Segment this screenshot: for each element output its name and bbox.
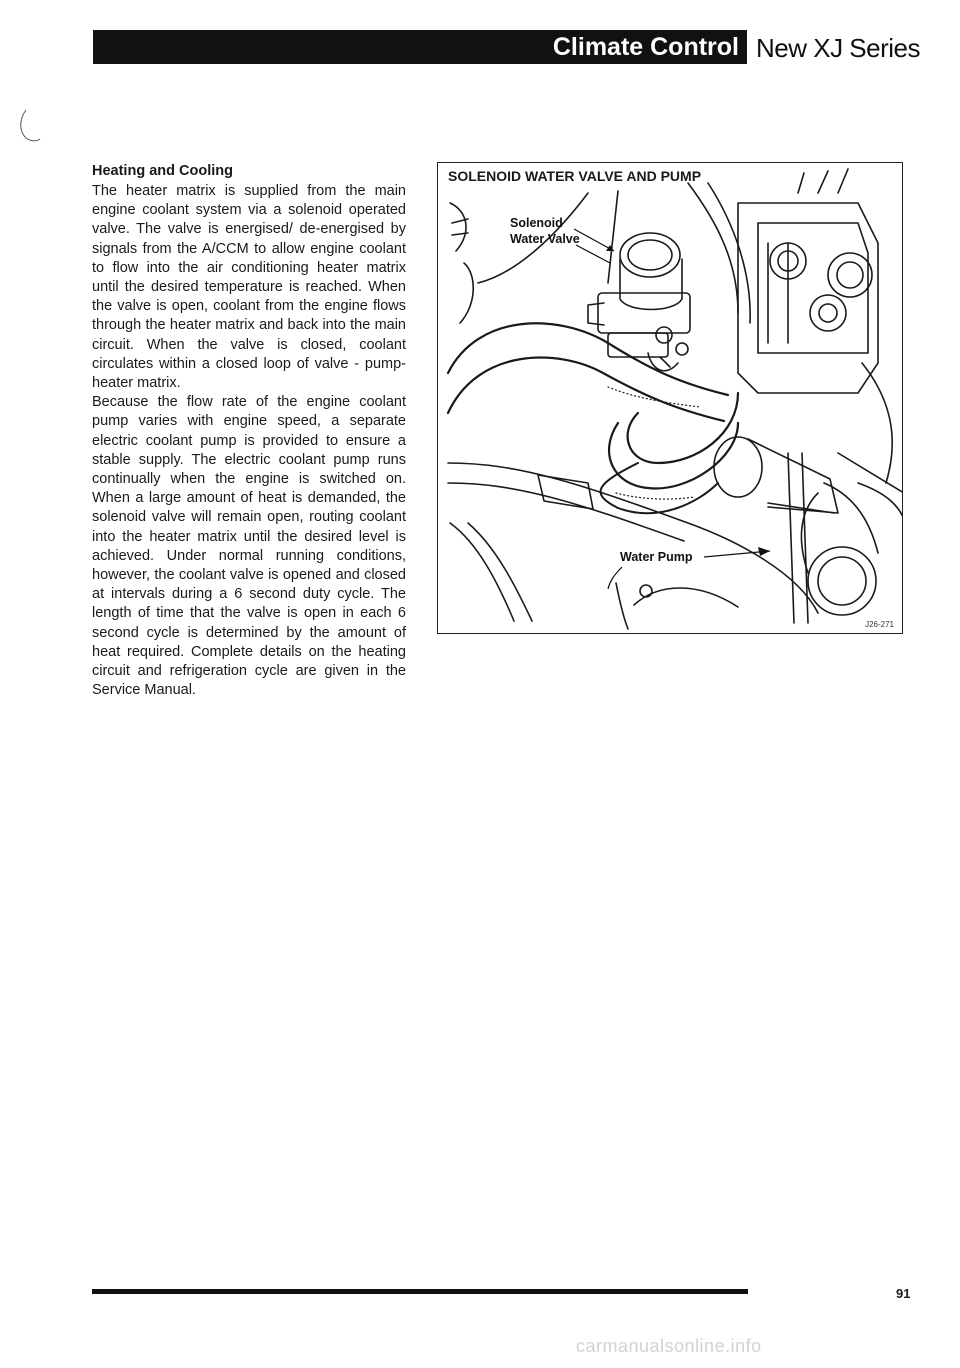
scan-mark-icon	[18, 108, 42, 148]
article-paragraph-1: The heater matrix is supplied from the main engine coolant system via a solenoid operated valve. The valve is energised/ de-energised by signals from the A/CCM to allow engine coolant to flow into the air conditioning heater matrix until the desired temperature is reached. When the valve is open, coolant from the engine flows through the heater matrix and back into the main circuit. When the valve is closed, coolant circulates within a closed loop of valve - pump-heater matrix.	[92, 183, 406, 392]
article-paragraph-2: Because the flow rate of the engine coolant pump varies with engine speed, a separate electric coolant pump is provided to ensure a stable supply. The electric coolant pump runs continually when the engine is switched on. When a large amount of heat is demanded, the solenoid valve will remain open, routing coolant into the heater matrix until the desired level is achieved. Under normal running conditions, however, the coolant valve is opened and closed at intervals during a 6 second duty cycle. The length of time that the valve is open in each 6 second cycle is determined by the amount of heat required. Complete details on the heating circuit and refrigeration cycle are given in the Service Manual.	[92, 394, 406, 699]
figure-title: SOLENOID WATER VALVE AND PUMP	[448, 168, 702, 184]
solenoid-water-valve-callout	[510, 215, 580, 247]
water-pump-callout: Water Pump	[620, 550, 693, 564]
page-number: 91	[896, 1286, 911, 1301]
figure-reference-code: J26-271	[865, 620, 894, 629]
watermark: carmanualsonline.info	[576, 1336, 762, 1356]
article-heading: Heating and Cooling	[92, 163, 233, 179]
section-header-bar	[93, 30, 747, 64]
solenoid-callout-line-1: Solenoid	[510, 216, 563, 230]
figure-solenoid-valve-pump	[437, 162, 903, 634]
article-column	[92, 162, 406, 700]
section-title: Climate Control	[552, 33, 739, 61]
series-title: New XJ Series	[756, 33, 920, 63]
solenoid-callout-line-2: Water Valve	[510, 232, 580, 246]
footer-rule	[92, 1289, 748, 1294]
